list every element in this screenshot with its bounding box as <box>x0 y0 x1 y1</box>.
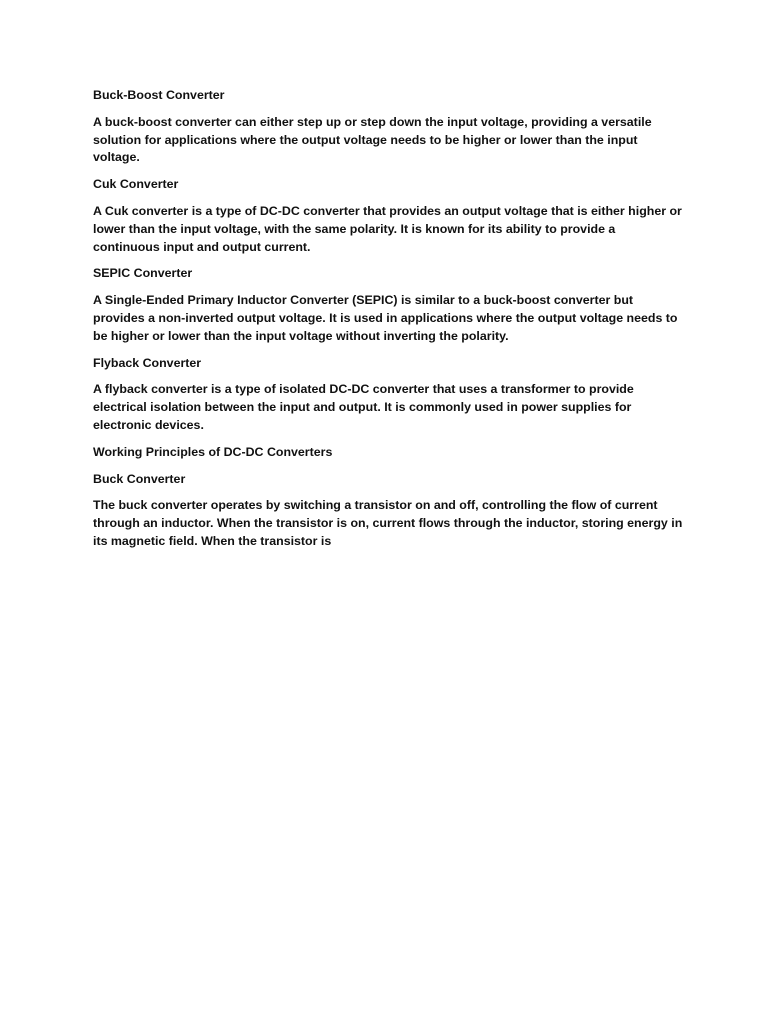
section-heading-buck: Buck Converter <box>93 471 186 486</box>
section-body-flyback: A flyback converter is a type of isolated DC-DC converter that uses a transformer to provide electrical isolation between the input and output. It is commonly used in power supplies for electronic devices. <box>93 382 634 432</box>
section-heading-buck-boost: Buck-Boost Converter <box>93 88 225 102</box>
section-body-sepic: A Single-Ended Primary Inductor Converter (SEPIC) is similar to a buck-boost converter but provides a non-inverted output voltage. It is used in applications where the output voltage needs to be higher or lower than the input voltage without inverting the polarity. <box>93 293 678 343</box>
section-body-buck: The buck converter operates by switching a transistor on and off, controlling the flow of current through an inductor. When the transistor is on, current flows through the inductor, storing energy in its magnetic field. When the transistor is <box>93 498 683 548</box>
section-heading-sepic: SEPIC Converter <box>93 266 193 281</box>
section-heading-cuk: Cuk Converter <box>93 177 179 192</box>
section-body-cuk: A Cuk converter is a type of DC-DC converter that provides an output voltage that is either higher or lower than the input voltage, with the same polarity. It is known for its ability to provide a continuous input and output current. <box>93 203 682 254</box>
section-body-buck-boost: A buck-boost converter can either step up or step down the input voltage, providing a versatile solution for applications where the output voltage needs to be higher or lower than the input voltage. <box>93 114 652 165</box>
section-heading-flyback: Flyback Converter <box>93 355 202 370</box>
document-content <box>93 87 683 560</box>
section-heading-working-principles: Working Principles of DC-DC Converters <box>93 444 333 459</box>
